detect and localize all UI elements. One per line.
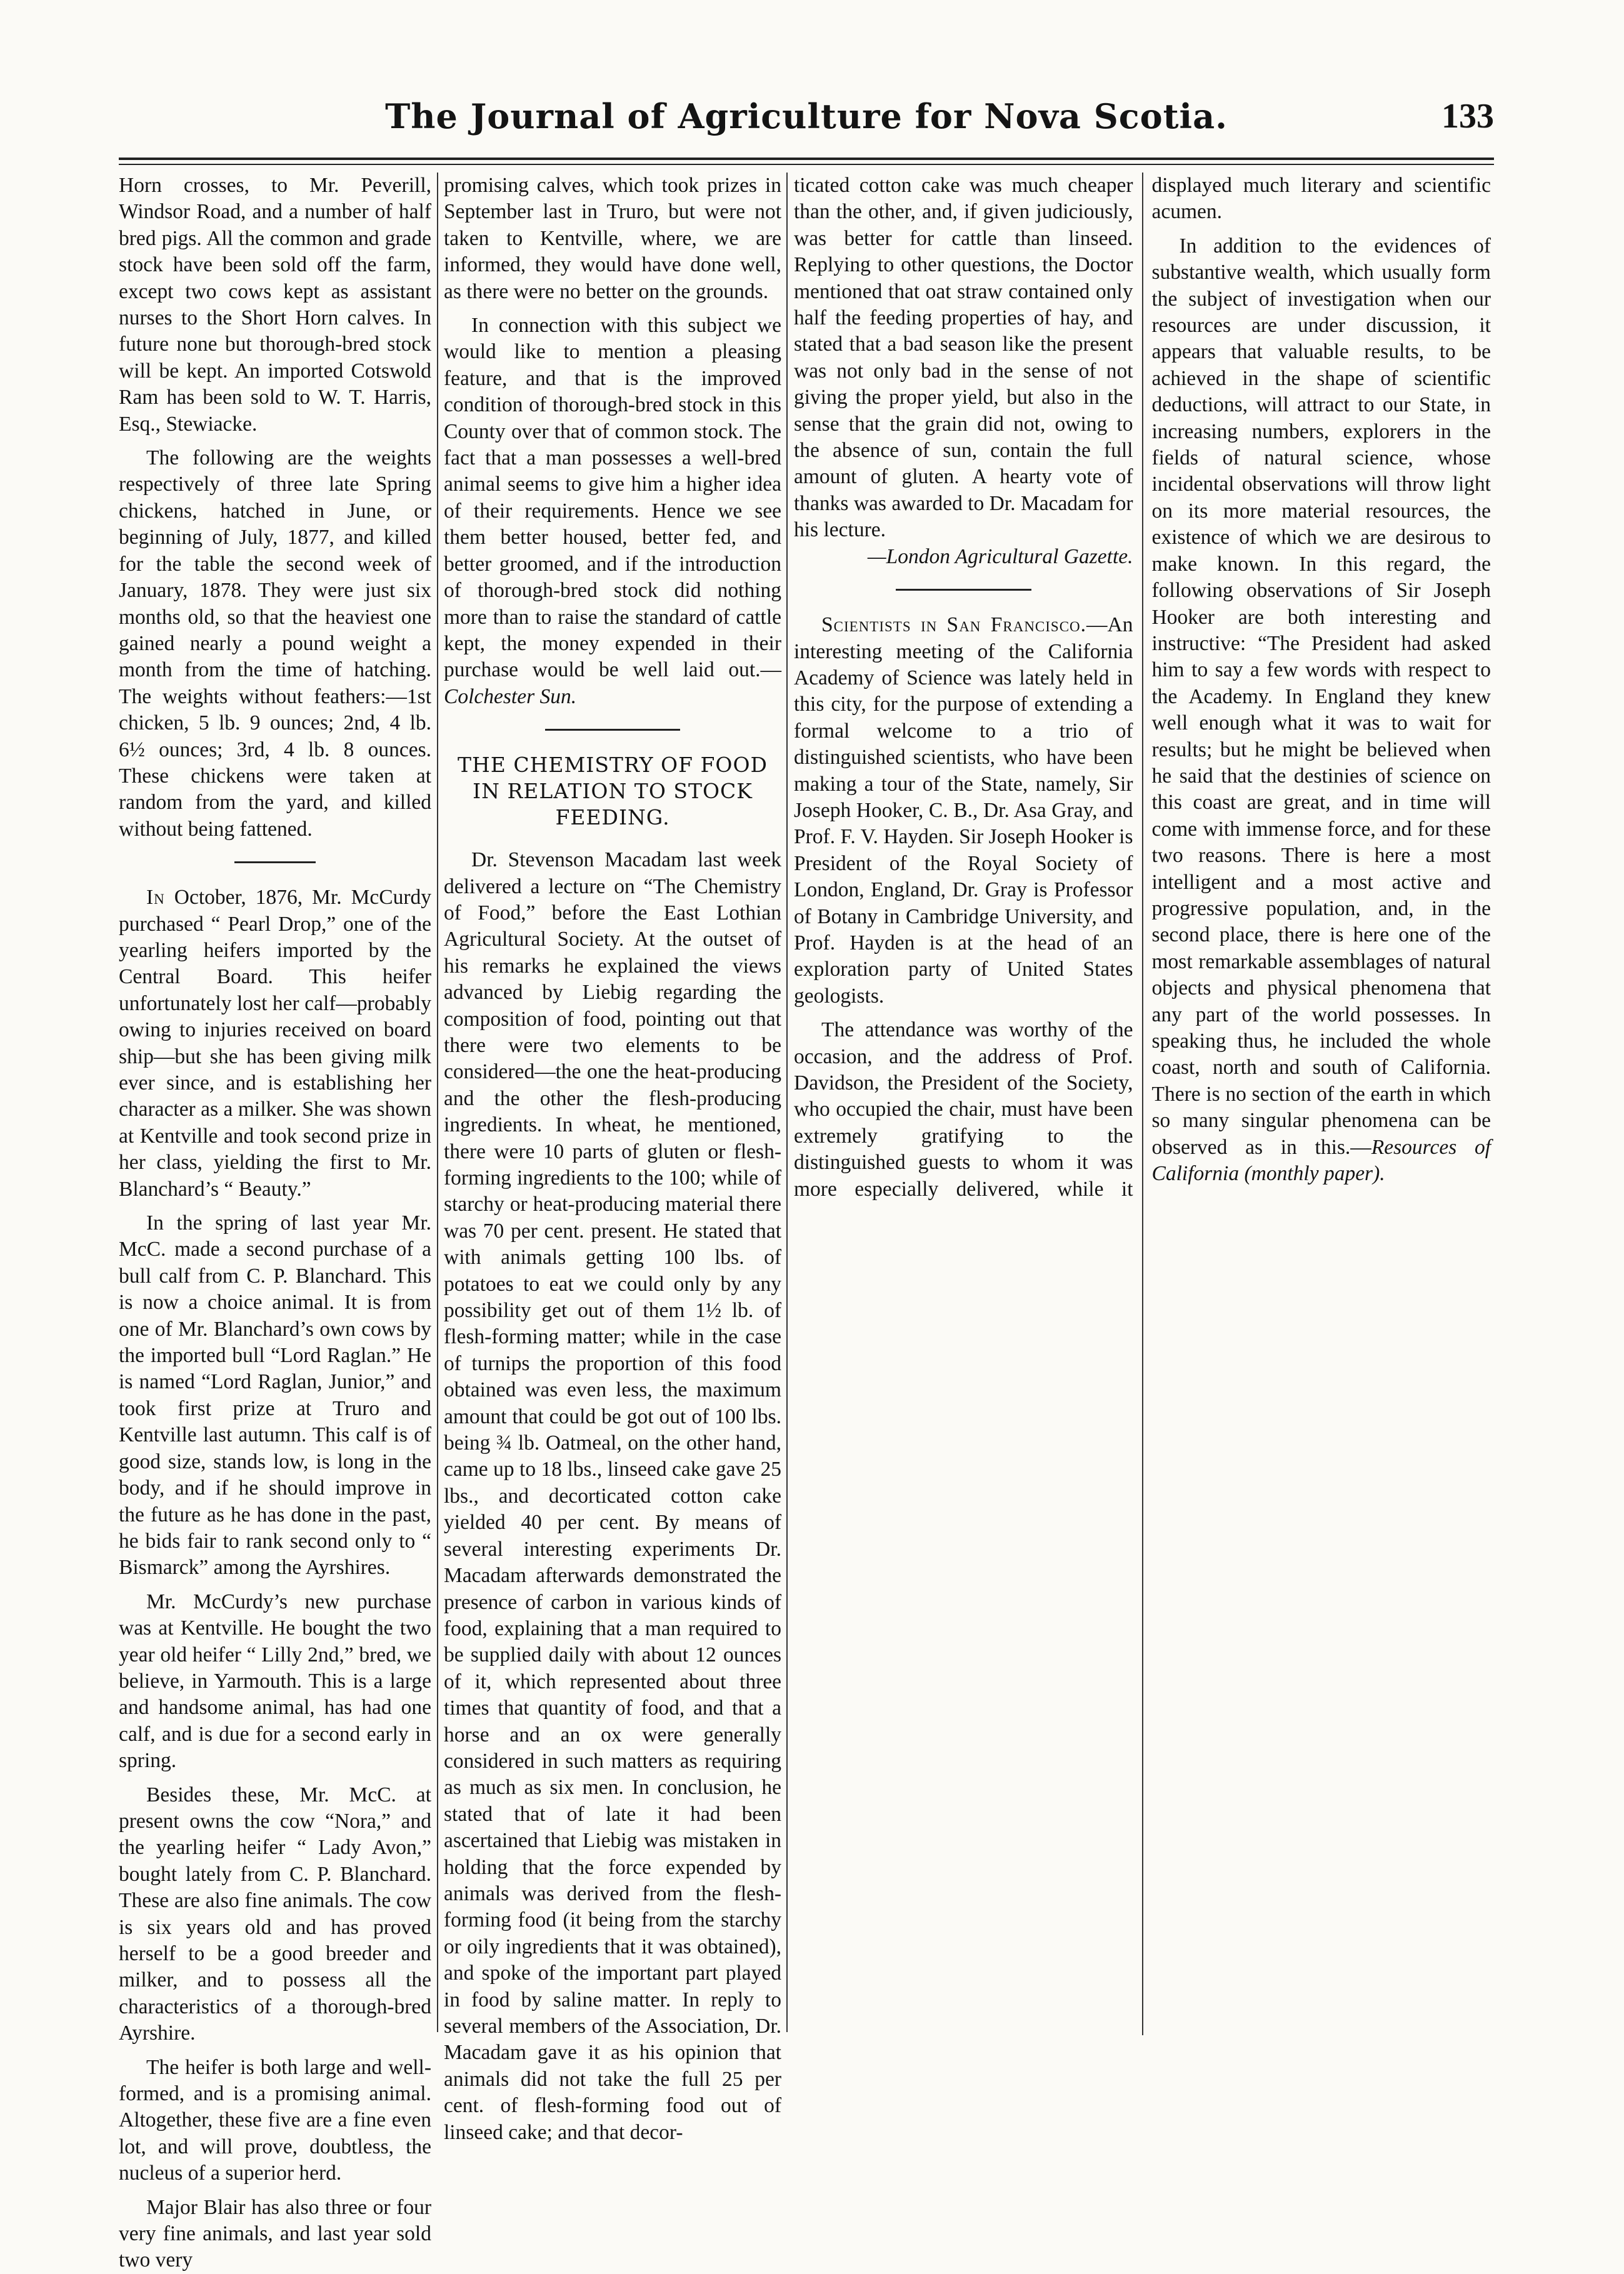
paragraph: Besides these, Mr. McC. at present owns the cow “Nora,” and the yearling heifer “ Lady Avon,” bought lately from C. P. Blanchard. These are also fine animals. The cow is six years old and has proved herself to be a good breeder and milker, and to possess all the characteristics of a thorough-bred Ayrshire.	[119, 1783, 431, 2045]
paragraph: The heifer is both large and well-formed, and is a promising animal. Altogether, these five are a fine even lot, and will prove, doubtless, the nucleus of a superior herd.	[119, 2055, 431, 2185]
paragraph: Dr. Stevenson Macadam last week delivered a lecture on “The Chemistry of Food,” before the East Lothian Agricultural Society. At the outset of his remarks he explained the views advanced by Liebig regarding the composition of food, pointing out that there were two elements to be considered—the one the heat-producing and the other the flesh-producing ingredients. In wheat, he mentioned, there were 10 parts of gluten or flesh-forming ingredients to the 100; while of starchy or heat-producing material there was 70 per cent. present. He stated that with animals getting 100 lbs. of potatoes to eat we could only by any possibility get out of them 1½ lb. of flesh-forming matter; while in the case of turnips the proportion of this food obtained was even less, the maximum amount that could be got out of 100 lbs. being ¾ lb. Oatmeal, on the other hand, came up to 18 lbs., linseed cake gave 25 lbs., and decorticated cotton cake yielded 40 per cent. By means of several interesting experiments Dr. Macadam afterwards demonstrated the presence of carbon in various kinds of food, explaining that a man required to be supplied daily with about 12 ounces of it, which represented about three times that quantity of food, and that a horse and an ox were generally considered in such matters as requiring as much as six men. In conclusion, he stated that of late it had been ascertained that Liebig was mistaken in holding that the force expended by animals was derived from the flesh-forming food (it being from the starchy or oily ingredients that it was obtained), and spoke of the important part played in food by saline matter. In reply to several members of the Association, Dr. Macadam gave it as his opinion that animals did not take the full 25 per cent. of flesh-forming food out of linseed cake; and that decor-	[444, 848, 781, 2144]
paragraph: In the spring of last year Mr. McC. made a second purchase of a bull calf from C. P. Blanchard. This is now a choice animal. It is from one of Mr. Blanchard’s own cows by the imported bull “Lord Raglan.” He is named “Lord Raglan, Junior,” and took first prize at Truro and Kentville last autumn. This calf is of good size, stands low, is long in the body, and if he should improve in the future as he has done in the past, he bids fair to rank second only to “ Bismarck” among the Ayrshires.	[119, 1211, 431, 1580]
section-divider	[545, 729, 680, 731]
article-lead: Scientists in San Francisco.	[821, 613, 1087, 637]
paragraph: Mr. McCurdy’s new purchase was at Kentville. He bought the two year old heifer “ Lilly 2nd,” bred, we believe, in Yarmouth. This is a large and handsome animal, has had one calf, and is due for a second early in spring.	[119, 1590, 431, 1773]
paragraph: promising calves, which took prizes in September last in Truro, but were not taken to Kentville, where, we are informed, they would have done well, as there were no better on the grounds.	[444, 174, 781, 303]
column-divider	[437, 173, 438, 2032]
column-1	[119, 173, 431, 2272]
paragraph: Horn crosses, to Mr. Peverill, Windsor Road, and a number of half bred pigs. All the common and grade stock have been sold off the farm, except two cows kept as assistant nurses to the Short Horn calves. In future none but thorough-bred stock will be kept. An imported Cotswold Ram has been sold to W. T. Harris, Esq., Stewiacke.	[119, 174, 431, 436]
paragraph: In connection with this subject we would like to mention a pleasing feature, and that is the improved condition of thorough-bred stock in this County over that of common stock. The fact that a man possesses a well-bred animal seems to give him a higher idea of their requirements. Hence we see them better housed, better fed, and better groomed, and if the introduction of thorough-bred stock did nothing more than to raise the standard of cattle kept, the money expended in their purchase would be well laid out.— Colchester Sun.	[444, 314, 781, 708]
paragraph: ticated cotton cake was much cheaper than the other, and, if given judiciously, was better for cattle than linseed. Replying to other questions, the Doctor mentioned that oat straw contained only half the feeding properties of hay, and stated that a bad season like the present was not only bad in the sense of not giving the proper yield, but also in the sense that the grain did not, owing to the absence of sun, contain the full amount of gluten. A hearty vote of thanks was awarded to Dr. Macadam for his lecture.	[794, 174, 1133, 542]
paragraph: Scientists in San Francisco.—An interesting meeting of the California Academy of Science was lately held in this city, for the purpose of extending a formal welcome to a trio of distinguished scientists, who have been making a tour of the State, namely, Sir Joseph Hooker, C. B., Dr. Asa Gray, and Prof. F. V. Hayden. Sir Joseph Hooker is President of the Royal Society of London, England, Dr. Gray is Professor of Botany in Cambridge University, and Prof. Hayden is at the head of an exploration party of United States geologists.	[794, 613, 1133, 1008]
lead-word: In	[146, 886, 165, 909]
running-header	[119, 94, 1494, 154]
column-divider	[786, 173, 788, 2032]
column-3	[794, 173, 1491, 2035]
header-rule	[119, 158, 1494, 160]
paragraph: The following are the weights respectively of three late Spring chickens, hatched in June, or beginning of July, 1877, and killed for the table the second week of January, 1878. They were just six months old, so that the heaviest one gained nearly a pound weight a month from the time of hatching. The weights without feathers:—1st chicken, 5 lb. 9 ounces; 2nd, 4 lb. 6½ ounces; 3rd, 4 lb. 8 ounces. These chickens were taken at random from the yard, and killed without being fattened.	[119, 446, 431, 841]
paragraph: In addition to the evidences of substantive wealth, which usually form the subject of investigation when our resources are under discussion, it appears that valuable results, to be achieved in the shape of scientific deductions, will attract to our State, in increasing numbers, explorers in the fields of natural science, whose incidental observations will throw light on its more material resources, the existence of which we are desirous to make known. In this regard, the following observations of Sir Joseph Hooker are both interesting and instructive: “The President had asked him to say a few words with respect to the Academy. In England they knew well enough what it was to wait for results; but he might be believed when he said that the destinies of science on this coast are great, and in time will come with immense force, and for these two reasons. There is here a most intelligent and a most active and progressive population, and, in the second place, there is here one of the most remarkable assemblages of natural objects and physical phenomena that any part of the world possesses. In speaking thus, he included the whole coast, north and south of California. There is no section of the earth in which so many singular phenomena can be observed as in this.—Resources of California (monthly paper).	[1151, 234, 1491, 1186]
source-credit: Resources of California (monthly paper).	[1151, 1135, 1491, 1186]
paragraph: Major Blair has also three or four very fine animals, and last year sold two very	[119, 2195, 431, 2272]
article-heading: THE CHEMISTRY OF FOOD IN RELATION TO STOCK FEEDING.	[458, 753, 768, 830]
paragraph: In October, 1876, Mr. McCurdy purchased “ Pearl Drop,” one of the yearling heifers imported by the Central Board. This heifer unfortunately lost her calf—probably owing to injuries received on board ship—but she has been giving milk ever since, and is establishing her character as a milker. She was shown at Kentville and took second prize in her class, yielding the first to Mr. Blanchard’s “ Beauty.”	[119, 886, 431, 1201]
journal-title: The Journal of Agriculture for Nova Scotia.	[385, 96, 1228, 136]
header-rule-thin	[119, 164, 1494, 165]
section-divider	[896, 589, 1031, 591]
column-2	[444, 173, 781, 2144]
page-number: 133	[1441, 97, 1494, 136]
source-credit: Colchester Sun.	[444, 684, 577, 708]
paragraph: The attendance was worthy of the occasion, and the address of Prof. Davidson, the President of the Society, who occupied the chair, must have been extremely gratifying to the distinguished guests to whom it was more especially delivered, while it displayed much literary and scientific acumen.	[794, 174, 1491, 1201]
source-credit: —London Agricultural Gazette.	[867, 544, 1133, 568]
section-divider	[234, 861, 316, 863]
